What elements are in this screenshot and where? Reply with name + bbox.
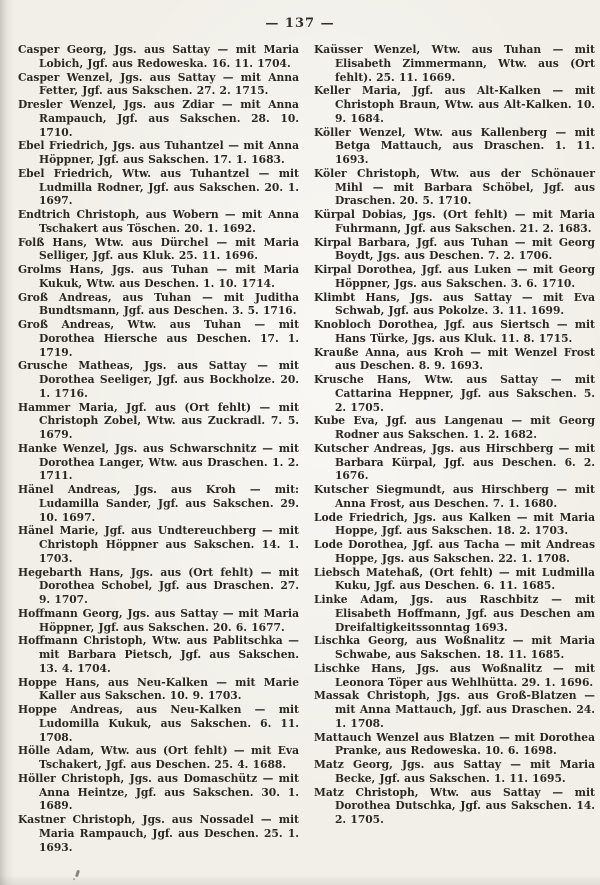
marriage-entry: Massak Christoph, Jgs. aus Groß-Blatzen — mit Anna Mattauch, Jgf. aus Draschen. 24. 1. 1708.: [314, 689, 595, 730]
marriage-entry: Dresler Wenzel, Jgs. aus Zdiar — mit Anna Rampauch, Jgf. aus Sakschen. 28. 10. 1710.: [18, 98, 299, 139]
marriage-entry: Liebsch Matehaß, (Ort fehlt) — mit Ludmilla Kuku, Jgf. aus Deschen. 6. 11. 1685.: [314, 565, 595, 593]
marriage-entry: Lode Dorothea, Jgf. aus Tacha — mit Andreas Hoppe, Jgs. aus Sakschen. 22. 1. 1708.: [314, 538, 595, 565]
marriage-entry: Folß Hans, Wtw. aus Dürchel — mit Maria Selliger, Jgf. aus Kluk. 25. 11. 1696.: [18, 235, 299, 263]
marriage-entry: Mattauch Wenzel aus Blatzen — mit Dorothea Pranke, aus Redoweska. 10. 6. 1698.: [314, 730, 595, 758]
marriage-entry: Kastner Christoph, Jgs. aus Nossadel — mit Maria Rampauch, Jgf. aus Deschen. 25. 1. 1693.: [18, 813, 299, 854]
marriage-entry: Grusche Matheas, Jgs. aus Sattay — mit Dorothea Seeliger, Jgf. aus Bockholze. 20. 1. 1716.: [18, 359, 299, 400]
marriage-entry: Hanke Wenzel, Jgs. aus Schwarschnitz — mit Dorothea Langer, Wtw. aus Draschen. 1. 2. 1711.: [18, 441, 299, 483]
marriage-entry: Hoffmann Georg, Jgs. aus Sattay — mit Maria Höppner, Jgf. aus Sakschen. 20. 6. 1677.: [18, 606, 299, 634]
marriage-entry: Kürpal Dobias, Jgs. (Ort fehlt) — mit Maria Fuhrmann, Jgf. aus Sakschen. 21. 2. 1683.: [314, 208, 595, 235]
marriage-entry: Hoppe Hans, aus Neu-Kalken — mit Marie Kaller aus Sakschen. 10. 9. 1703.: [18, 675, 299, 703]
marriage-entry: Ebel Friedrich, Jgs. aus Tuhantzel — mit Anna Höppner, Jgf. aus Sakschen. 17. 1. 1683.: [18, 139, 299, 166]
marriage-entry: Köller Wenzel, Wtw. aus Kallenberg — mit Betga Mattauch, aus Draschen. 1. 11. 1693.: [314, 125, 595, 166]
scan-artifact: [75, 870, 80, 878]
marriage-entry: Groß Andreas, aus Tuhan — mit Juditha Bundtsmann, Jgf. aus Deschen. 3. 5. 1716.: [18, 290, 299, 318]
marriage-entry: Krauße Anna, aus Kroh — mit Wenzel Frost aus Deschen. 8. 9. 1693.: [314, 345, 595, 373]
marriage-entry: Hoppe Andreas, aus Neu-Kalken — mit Ludomilla Kukuk, aus Sakschen. 6. 11. 1708.: [18, 703, 299, 744]
marriage-entry: Linke Adam, Jgs. aus Raschbitz — mit Elisabeth Hoffmann, Jgf. aus Deschen am Dreifaltigkeitssonntag 1693.: [314, 593, 595, 634]
marriage-entry: Endtrich Christoph, aus Wobern — mit Anna Tschakert aus Töschen. 20. 1. 1692.: [18, 208, 299, 235]
marriage-entry: Matz Georg, Jgs. aus Sattay — mit Maria Becke, Jgf. aus Sakschen. 1. 11. 1695.: [314, 758, 595, 785]
marriage-entry: Kube Eva, Jgf. aus Langenau — mit Georg Rodner aus Sakschen. 1. 2. 1682.: [314, 414, 595, 441]
marriage-entry: Matz Christoph, Wtw. aus Sattay — mit Dorothea Dutschka, Jgf. aus Sakschen. 14. 2. 1705.: [314, 785, 595, 826]
page-number: — 137 —: [265, 16, 335, 31]
marriage-entry: Köler Christoph, Wtw. aus der Schönauer Mihl — mit Barbara Schöbel, Jgf. aus Draschen. 20. 5. 1710.: [314, 166, 595, 208]
marriage-entry: Hammer Maria, Jgf. aus (Ort fehlt) — mit Christoph Zobel, Wtw. aus Zuckradl. 7. 5. 1679.: [18, 400, 299, 441]
marriage-entry: Kirpal Dorothea, Jgf. aus Luken — mit Georg Höppner, Jgs. aus Sakschen. 3. 6. 1710.: [314, 263, 595, 290]
marriage-entry: Hölle Adam, Wtw. aus (Ort fehlt) — mit Eva Tschakert, Jgf. aus Deschen. 25. 4. 1688.: [18, 744, 299, 771]
marriage-entry: Ebel Friedrich, Wtw. aus Tuhantzel — mit Ludmilla Rodner, Jgf. aus Sakschen. 20. 1. 1697.: [18, 166, 299, 208]
marriage-entry: Kaüsser Wenzel, Wtw. aus Tuhan — mit Elisabeth Zimmermann, Wtw. aus (Ort fehlt). 25. 11. 1669.: [314, 43, 595, 84]
marriage-entry: Keller Maria, Jgf. aus Alt-Kalken — mit Christoph Braun, Wtw. aus Alt-Kalken. 10. 9. 1684.: [314, 84, 595, 125]
marriage-entry: Hoffmann Christoph, Wtw. aus Pablitschka — mit Barbara Pietsch, Jgf. aus Sakschen. 13. 4. 1704.: [18, 634, 299, 675]
marriage-entry: Lischke Hans, Jgs. aus Woßnalitz — mit Leonora Töper aus Wehlhütta. 29. 1. 1696.: [314, 661, 595, 689]
marriage-entry: Kutscher Siegmundt, aus Hirschberg — mit Anna Frost, aus Deschen. 7. 1. 1680.: [314, 483, 595, 510]
marriage-entry: Groß Andreas, Wtw. aus Tuhan — mit Dorothea Hiersche aus Deschen. 17. 1. 1719.: [18, 318, 299, 359]
text-columns: [0, 31, 600, 854]
marriage-entry: Kirpal Barbara, Jgf. aus Tuhan — mit Georg Boydt, Jgs. aus Deschen. 7. 2. 1706.: [314, 235, 595, 263]
marriage-entry: Hänel Marie, Jgf. aus Undtereuchberg — mit Christoph Höppner aus Sakschen. 14. 1. 1703.: [18, 524, 299, 565]
marriage-entry: Hänel Andreas, Jgs. aus Kroh — mit: Ludamilla Sander, Jgf. aus Sakschen. 29. 10. 1697.: [18, 483, 299, 524]
marriage-entry: Casper Georg, Jgs. aus Sattay — mit Maria Lobich, Jgf. aus Redoweska. 16. 11. 1704.: [18, 43, 299, 70]
marriage-entry: Lode Friedrich, Jgs. aus Kalken — mit Maria Hoppe, Jgf. aus Sakschen. 18. 2. 1703.: [314, 510, 595, 538]
left-column: [18, 43, 299, 854]
marriage-entry: Casper Wenzel, Jgs. aus Sattay — mit Anna Fetter, Jgf. aus Sakschen. 27. 2. 1715.: [18, 70, 299, 98]
marriage-entry: Kutscher Andreas, Jgs. aus Hirschberg — mit Barbara Kürpal, Jgf. aus Deschen. 6. 2. 1676.: [314, 441, 595, 483]
marriage-entry: Knobloch Dorothea, Jgf. aus Siertsch — mit Hans Türke, Jgs. aus Kluk. 11. 8. 1715.: [314, 318, 595, 345]
marriage-entry: Höller Christoph, Jgs. aus Domaschütz — mit Anna Heintze, Jgf. aus Sakschen. 30. 1. 1689.: [18, 771, 299, 813]
marriage-entry: Krusche Hans, Wtw. aus Sattay — mit Cattarina Heppner, Jgf. aus Sakschen. 5. 2. 1705.: [314, 373, 595, 414]
marriage-entry: Hegebarth Hans, Jgs. aus (Ort fehlt) — mit Dorothea Schobel, Jgf. aus Draschen. 27. 9. 1707.: [18, 565, 299, 606]
marriage-entry: Lischka Georg, aus Woßnalitz — mit Maria Schwabe, aus Sakschen. 18. 11. 1685.: [314, 634, 595, 661]
marriage-entry: Grolms Hans, Jgs. aus Tuhan — mit Maria Kukuk, Wtw. aus Deschen. 1. 10. 1714.: [18, 263, 299, 290]
marriage-entry: Klimbt Hans, Jgs. aus Sattay — mit Eva Schwab, Jgf. aus Pokolze. 3. 11. 1699.: [314, 290, 595, 318]
right-column: [314, 43, 595, 854]
